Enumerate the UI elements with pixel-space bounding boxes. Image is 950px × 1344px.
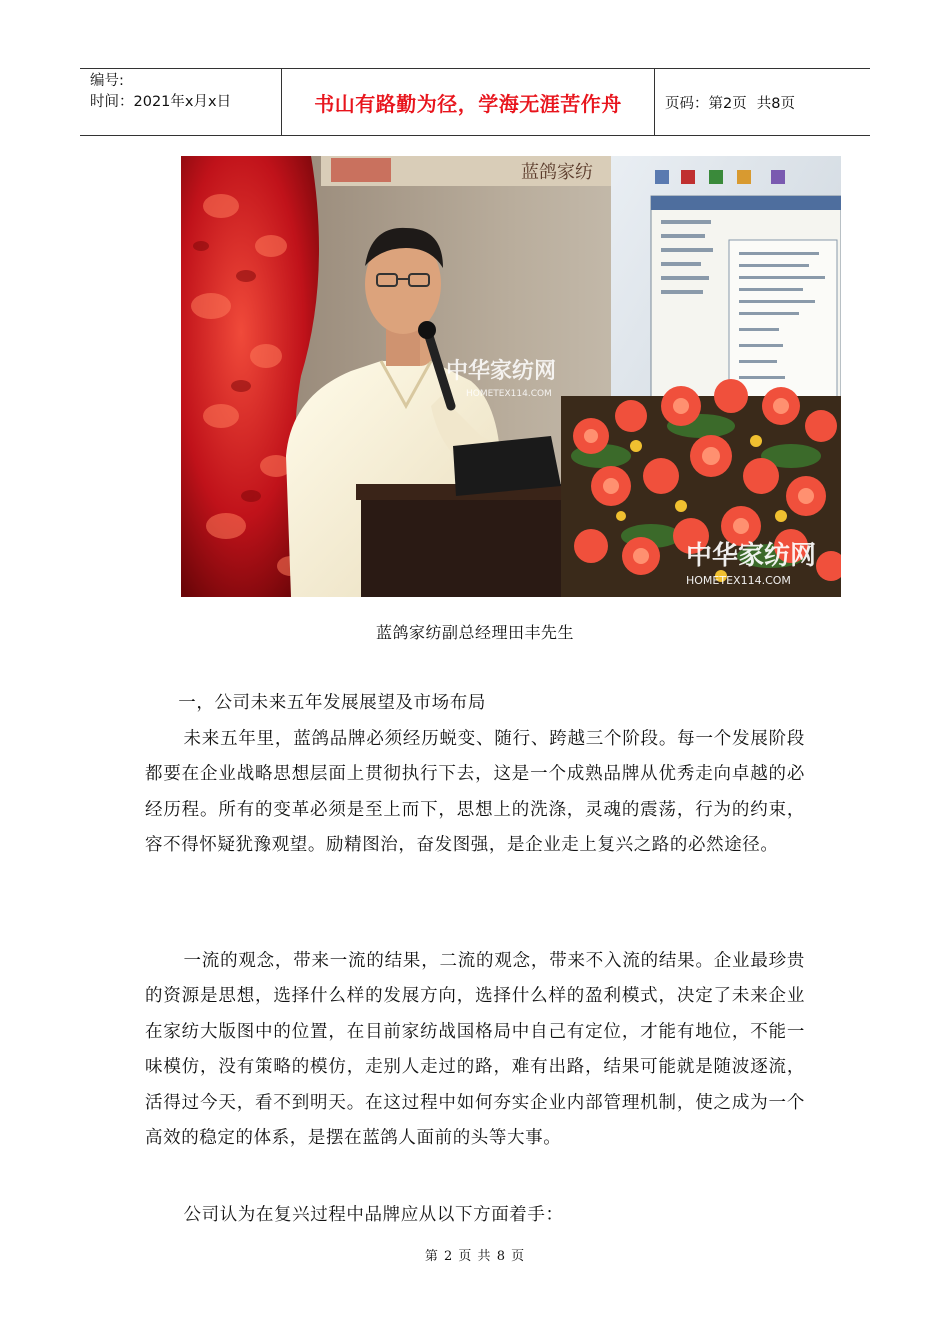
page-total-label: 共8页	[756, 95, 795, 112]
speaker-photo	[181, 156, 841, 597]
page-number-label: 页码：第2页	[665, 95, 747, 112]
watermark-sub-center: HOMETEX114.COM	[466, 389, 552, 399]
document-date-label: 时间：2021年x月x日	[90, 94, 232, 110]
watermark-main-corner: 中华家纺网	[686, 541, 817, 571]
photo-caption: 蓝鸽家纺副总经理田丰先生	[375, 623, 574, 642]
paragraph: 一流的观念，带来一流的结果，二流的观念，带来不入流的结果。企业最珍贵的资源是思想，选择什么样的发展方向，选择什么样的盈利模式，决定了未来企业在家纺大版图中的位置，在目前家纺战国格局中自己有定位，才能有地位，不能一味模仿，没有策略的模仿，走别人走过的路，难有出路，结果可能就是随波逐流，活得过今天，看不到明天。在这过程中如何夯实企业内部管理机制，使之成为一个高效的稳定的体系，是摆在蓝鸽人面前的头等大事。	[145, 951, 805, 1149]
watermark-main-center: 中华家纺网	[446, 359, 557, 384]
paragraph: 未来五年里，蓝鸽品牌必须经历蜕变、随行、跨越三个阶段。每一个发展阶段都要在企业战略思想层面上贯彻执行下去，这是一个成熟品牌从优秀走向卓越的必经历程。所有的变革必须是至上而下，思想上的洗涤，灵魂的震荡，行为的约束，容不得怀疑犹豫观望。励精图治，奋发图强，是企业走上复兴之路的必然途径。	[145, 729, 805, 856]
speaker-photo-illustration	[181, 156, 841, 597]
header-motto: 书山有路勤为径，学海无涯苦作舟	[282, 69, 655, 135]
watermark-sub-corner: HOMETEX114.COM	[686, 574, 791, 587]
banner-text: 蓝鸽家纺	[521, 162, 593, 183]
section-heading: 一，公司未来五年发展展望及市场布局	[178, 693, 486, 713]
document-number-label: 编号:	[90, 73, 124, 89]
paragraph: 公司认为在复兴过程中品牌应从以下方面着手：	[183, 1205, 564, 1225]
header-page-info	[655, 69, 870, 135]
page-footer: 第 2 页 共 8 页	[424, 1249, 526, 1264]
header-meta	[80, 69, 282, 135]
section-heading-block	[145, 686, 805, 721]
paragraph-3-block	[145, 1198, 805, 1233]
page-header	[80, 68, 870, 136]
paragraph-2-block	[145, 944, 805, 1156]
paragraph-1-block	[145, 722, 805, 864]
